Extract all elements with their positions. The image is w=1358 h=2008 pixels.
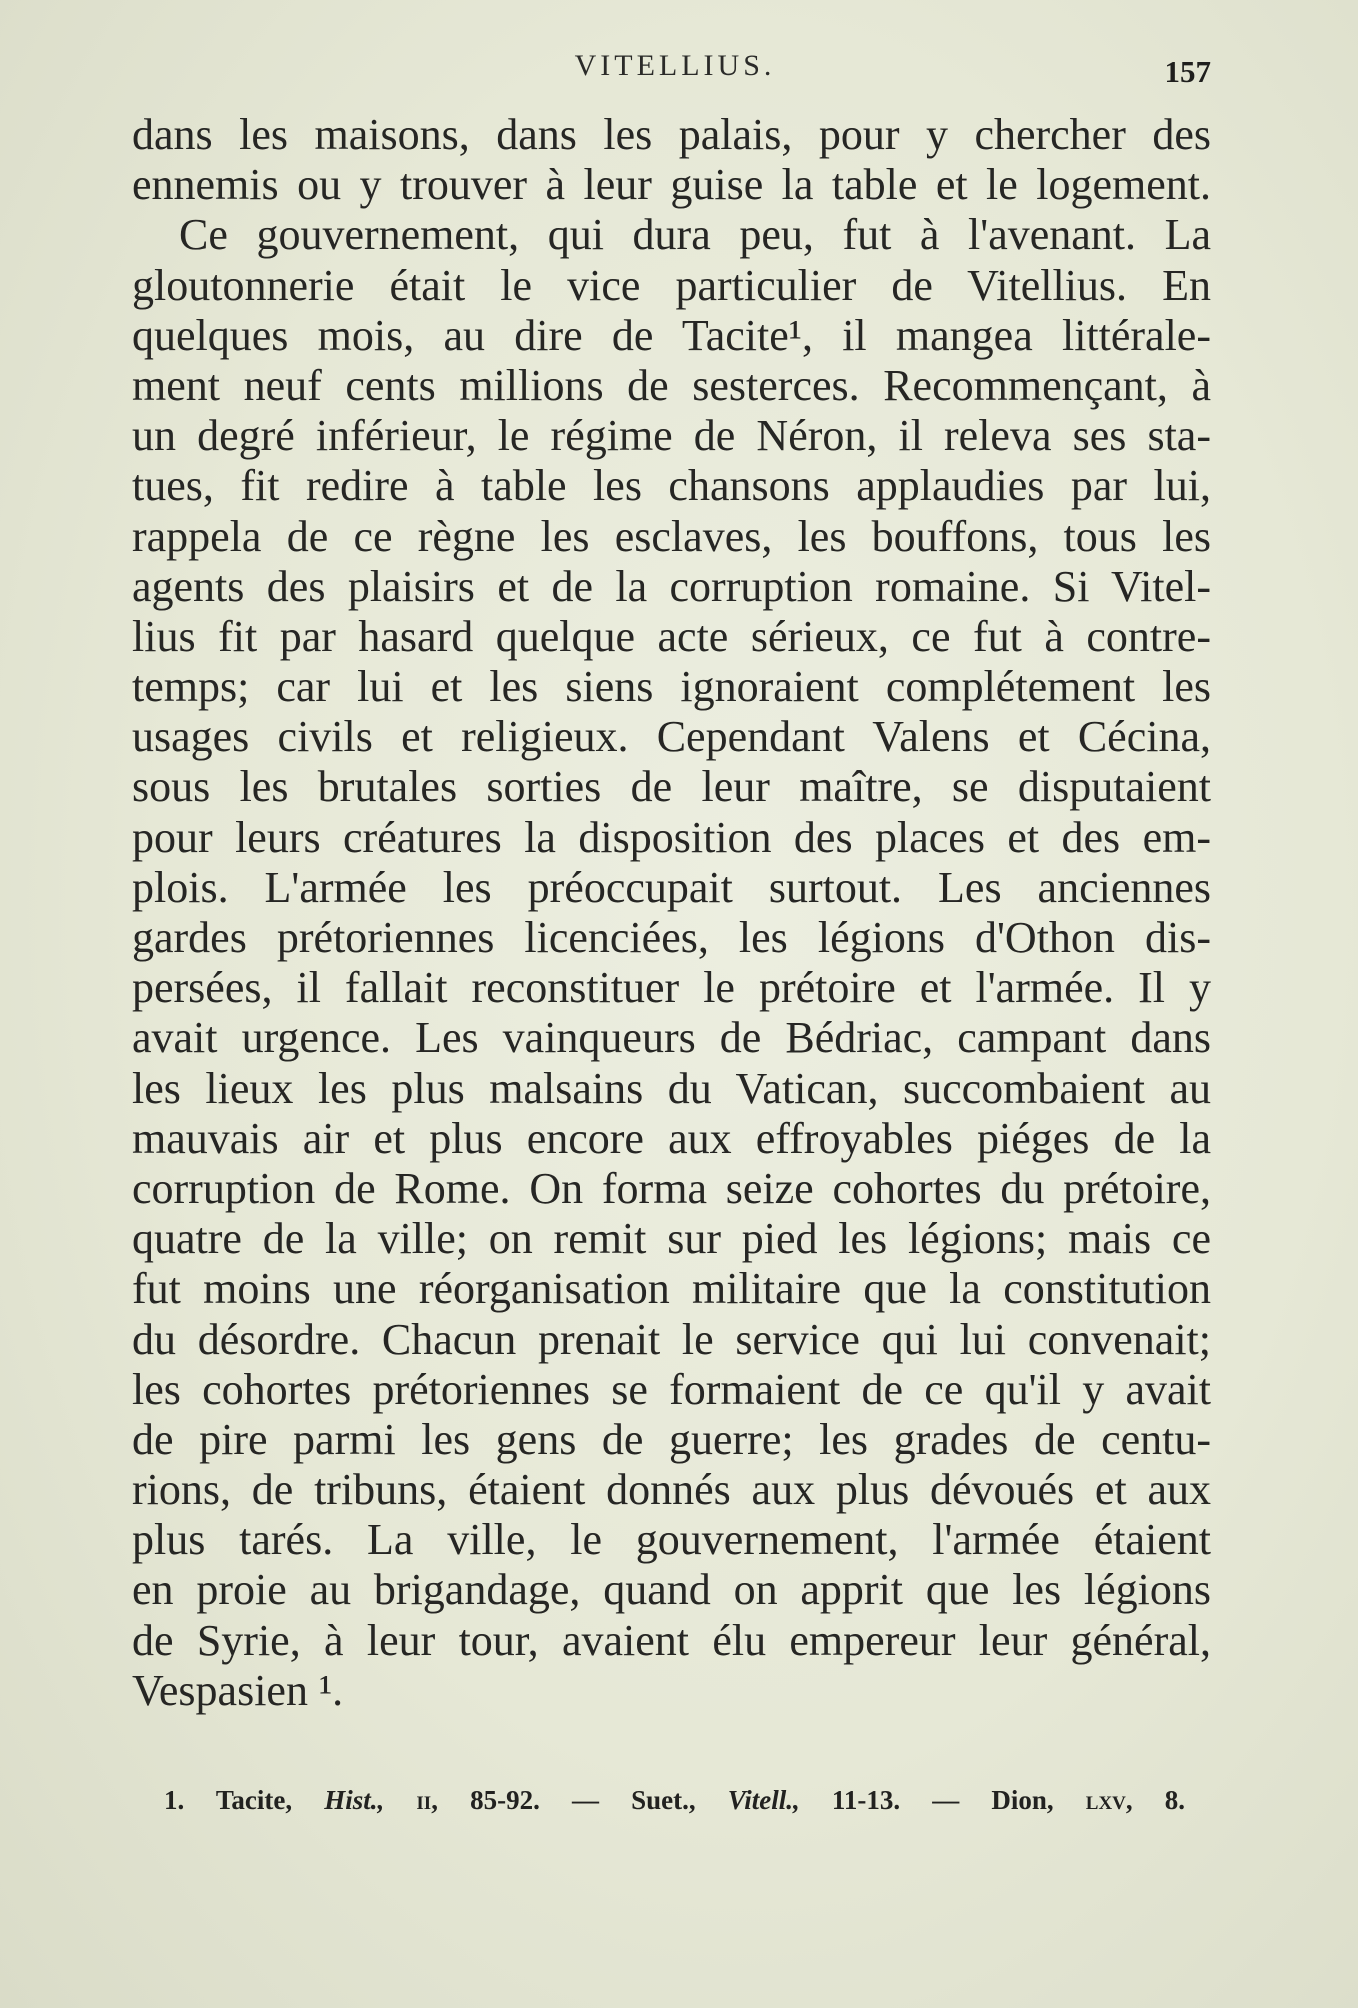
running-head: VITELLIUS. — [574, 49, 776, 82]
text-line: plois. L'armée les préoccupait surtout. Les anciennes — [132, 862, 1211, 912]
text-line: rions, de tribuns, étaient donnés aux plus dévoués et aux — [132, 1465, 1211, 1515]
footnote-book: ii, — [416, 1785, 438, 1815]
text-line: quelques mois, au dire de Tacite¹, il mangea littérale- — [132, 310, 1211, 360]
body-text — [132, 110, 1211, 1716]
footnote-author: Suet., — [631, 1785, 696, 1815]
text-line: temps; car lui et les siens ignoraient complétement les — [132, 662, 1211, 712]
text-line: dans les maisons, dans les palais, pour y chercher des — [132, 110, 1211, 159]
text-line: ment neuf cents millions de sesterces. Recommençant, à — [132, 360, 1211, 410]
footnote-separator: — — [571, 1785, 599, 1815]
footnote — [164, 1783, 1185, 1817]
text-line: corruption de Rome. On forma seize cohortes du prétoire, — [132, 1163, 1211, 1213]
text-line: les cohortes prétoriennes se formaient de ce qu'il y avait — [132, 1364, 1211, 1414]
text-line: Vespasien ¹. — [132, 1665, 344, 1715]
text-line: tues, fit redire à table les chansons applaudies par lui, — [132, 461, 1211, 511]
footnote-work-title: Vitell., — [727, 1785, 800, 1815]
footnote-work-title: Hist., — [324, 1785, 385, 1815]
text-line: agents des plaisirs et de la corruption romaine. Si Vitel- — [132, 561, 1211, 611]
text-line: de Syrie, à leur tour, avaient élu empereur leur général, — [132, 1615, 1211, 1665]
text-line: ennemis ou y trouver à leur guise la table et le logement. — [132, 160, 1211, 210]
text-line: fut moins une réorganisation militaire que la constitution — [132, 1264, 1211, 1314]
footnote-separator: — — [932, 1785, 960, 1815]
text-line: gloutonnerie était le vice particulier de Vitellius. En — [132, 260, 1211, 310]
footnote-author: Tacite, — [215, 1785, 293, 1815]
text-line: du désordre. Chacun prenait le service qui lui convenait; — [132, 1314, 1211, 1364]
text-line: Ce gouvernement, qui dura peu, fut à l'avenant. La — [179, 210, 1211, 260]
text-line: mauvais air et plus encore aux effroyables piéges de la — [132, 1113, 1211, 1163]
text-line: plus tarés. La ville, le gouvernement, l'armée étaient — [132, 1515, 1211, 1565]
text-line: en proie au brigandage, quand on apprit que les légions — [132, 1565, 1211, 1615]
text-line: les lieux les plus malsains du Vatican, succombaient au — [132, 1063, 1211, 1113]
text-line: avait urgence. Les vainqueurs de Bédriac, campant dans — [132, 1013, 1211, 1063]
footnote-chapters: 85-92. — [470, 1785, 540, 1815]
text-line: lius fit par hasard quelque acte sérieux, ce fut à contre- — [132, 611, 1211, 661]
text-line: rappela de ce règne les esclaves, les bouffons, tous les — [132, 511, 1211, 561]
text-line: quatre de la ville; on remit sur pied les légions; mais ce — [132, 1214, 1211, 1264]
footnote-book: lxv, — [1085, 1785, 1133, 1815]
text-line: persées, il fallait reconstituer le prétoire et l'armée. Il y — [132, 963, 1211, 1013]
footnote-number: 1. — [164, 1785, 185, 1815]
footnote-author: Dion, — [991, 1785, 1054, 1815]
page-number: 157 — [1164, 54, 1211, 89]
text-line: pour leurs créatures la disposition des places et des em- — [132, 812, 1211, 862]
footnote-chapters: 11-13. — [831, 1785, 901, 1815]
text-line: usages civils et religieux. Cependant Valens et Cécina, — [132, 712, 1211, 762]
text-line: de pire parmi les gens de guerre; les grades de centu- — [132, 1414, 1211, 1464]
text-line: gardes prétoriennes licenciées, les légions d'Othon dis- — [132, 913, 1211, 962]
text-line: sous les brutales sorties de leur maître, se disputaient — [132, 762, 1211, 812]
text-line: un degré inférieur, le régime de Néron, il releva ses sta- — [132, 411, 1211, 461]
footnote-chapters: 8. — [1164, 1785, 1186, 1815]
